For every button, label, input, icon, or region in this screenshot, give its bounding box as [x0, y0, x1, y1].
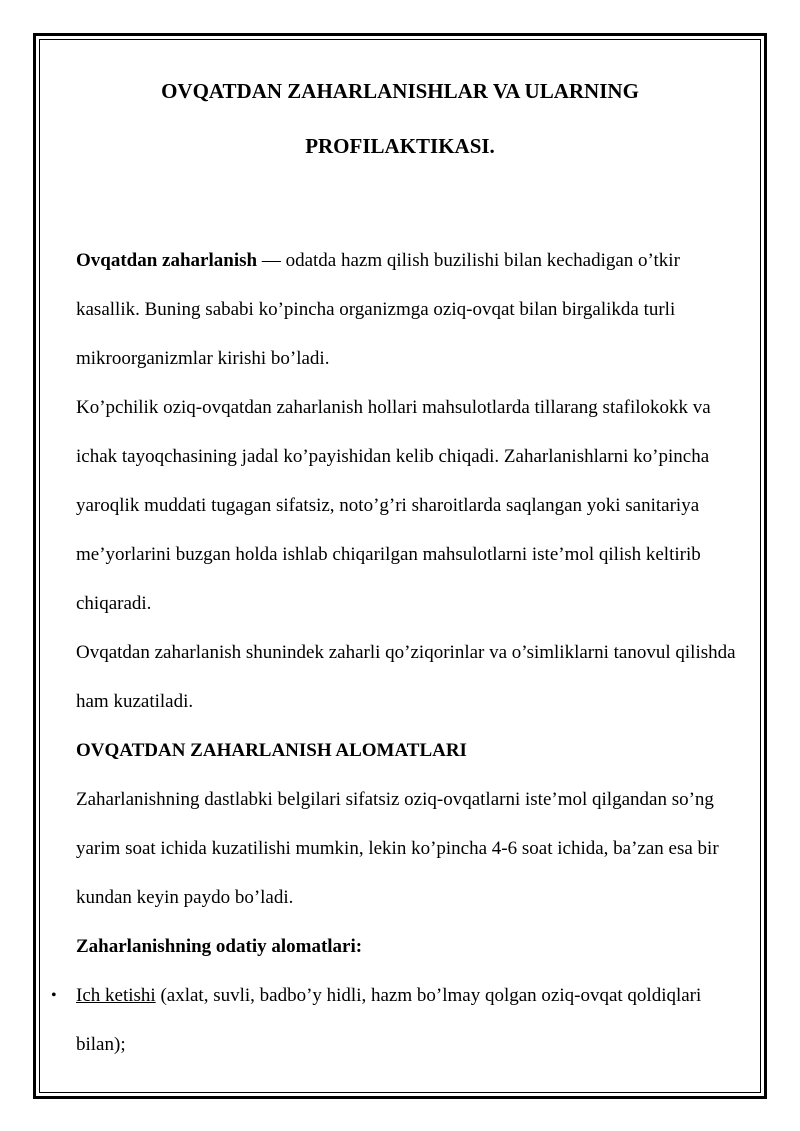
list-item	[51, 971, 736, 1069]
paragraph-causes: Ko’pchilik oziq-ovqatdan zaharlanish hollari mahsulotlarda tillarang stafilokokk va ichak tayoqchasining jadal ko’payishidan kelib chiqadi. Zaharlanishlarni ko’pincha yaroqlik muddati tugagan sifatsiz, noto’g’ri sharoitlarda saqlangan yoki sanitariya me’yorlarini buzgan holda ishlab chiqarilgan mahsulotlarni iste’mol qilish keltirib chiqaradi.	[76, 397, 711, 614]
section-heading: OVQATDAN ZAHARLANISH ALOMATLARI	[76, 740, 467, 761]
document-title-line-1: OVQATDAN ZAHARLANISHLAR VA ULARNING	[161, 79, 639, 103]
symptom-link[interactable]: Ich ketishi	[76, 985, 156, 1006]
intro-paragraph	[76, 236, 736, 383]
paragraph-symptoms-onset: Zaharlanishning dastlabki belgilari sifatsiz oziq-ovqatlarni iste’mol qilgandan so’ng yarim soat ichida kuzatilishi mumkin, lekin ko’pincha 4-6 soat ichida, ba’zan esa bir kundan keyin paydo bo’ladi.	[76, 789, 719, 908]
intro-term: Ovqatdan zaharlanish	[76, 250, 258, 271]
document-title-line-2: PROFILAKTIKASI.	[305, 134, 495, 158]
paragraph-mushrooms: Ovqatdan zaharlanish shunindek zaharli qo’ziqorinlar va o’simliklarni tanovul qilishda ham kuzatiladi.	[76, 642, 736, 712]
intro-definition: — odatda hazm qilish buzilishi bilan kechadigan o’tkir kasallik. Buning sababi ko’pincha organizmga oziq-ovqat bilan birgalikda turli mikroorganizmlar kirishi bo’ladi.	[76, 250, 680, 369]
symptoms-subheading: Zaharlanishning odatiy alomatlari:	[76, 936, 363, 957]
document-body	[51, 236, 736, 1069]
symptom-description: (axlat, suvli, badbo’y hidli, hazm bo’lmay qolgan oziq-ovqat qoldiqlari bilan);	[76, 985, 702, 1055]
bullet-marker: •	[51, 987, 57, 1004]
